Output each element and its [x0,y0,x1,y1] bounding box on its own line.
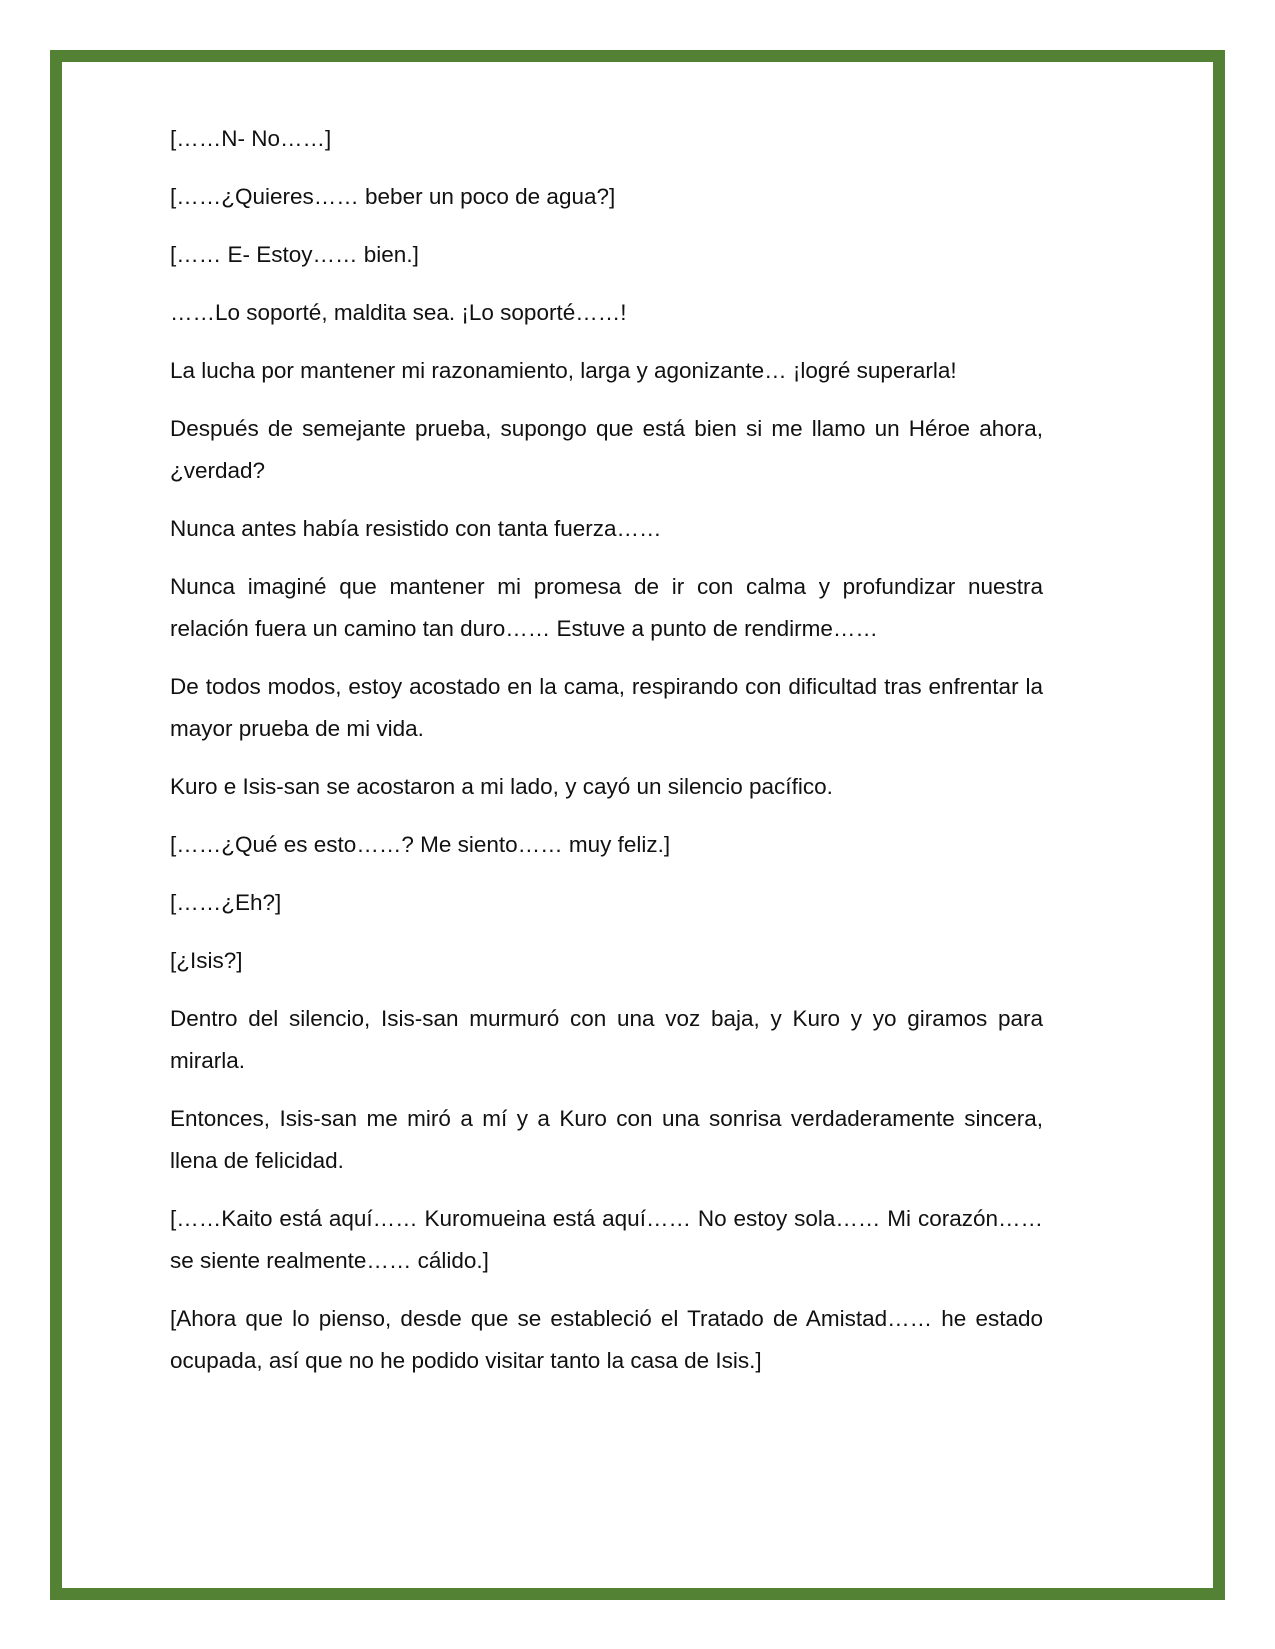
paragraph: Nunca imaginé que mantener mi promesa de ir con calma y profundizar nuestra relación fuera un camino tan duro…… Estuve a punto de rendirme…… [170,574,1043,641]
paragraph: La lucha por mantener mi razonamiento, larga y agonizante… ¡logré superarla! [170,358,957,383]
paragraph: Kuro e Isis-san se acostaron a mi lado, y cayó un silencio pacífico. [170,774,833,799]
paragraph: [Ahora que lo pienso, desde que se estableció el Tratado de Amistad…… he estado ocupada, así que no he podido visitar tanto la casa de Isis.] [170,1306,1043,1373]
paragraph: [……¿Qué es esto……? Me siento…… muy feliz.] [170,832,671,857]
paragraph: [……Kaito está aquí…… Kuromueina está aquí…… No estoy sola…… Mi corazón…… se siente realmente…… cálido.] [170,1206,1043,1273]
paragraph: Dentro del silencio, Isis-san murmuró con una voz baja, y Kuro y yo giramos para mirarla. [170,1006,1043,1073]
paragraph: Después de semejante prueba, supongo que está bien si me llamo un Héroe ahora, ¿verdad? [170,416,1043,483]
paragraph: ……Lo soporté, maldita sea. ¡Lo soporté……! [170,300,627,325]
document-body [170,118,1043,1398]
paragraph: [……¿Eh?] [170,890,282,915]
paragraph: De todos modos, estoy acostado en la cama, respirando con dificultad tras enfrentar la mayor prueba de mi vida. [170,674,1043,741]
paragraph: [……¿Quieres…… beber un poco de agua?] [170,184,616,209]
paragraph: Entonces, Isis-san me miró a mí y a Kuro con una sonrisa verdaderamente sincera, llena de felicidad. [170,1106,1043,1173]
paragraph: Nunca antes había resistido con tanta fuerza…… [170,516,662,541]
paragraph: […… E- Estoy…… bien.] [170,242,419,267]
paragraph: [¿Isis?] [170,948,243,973]
paragraph: [……N- No……] [170,126,332,151]
